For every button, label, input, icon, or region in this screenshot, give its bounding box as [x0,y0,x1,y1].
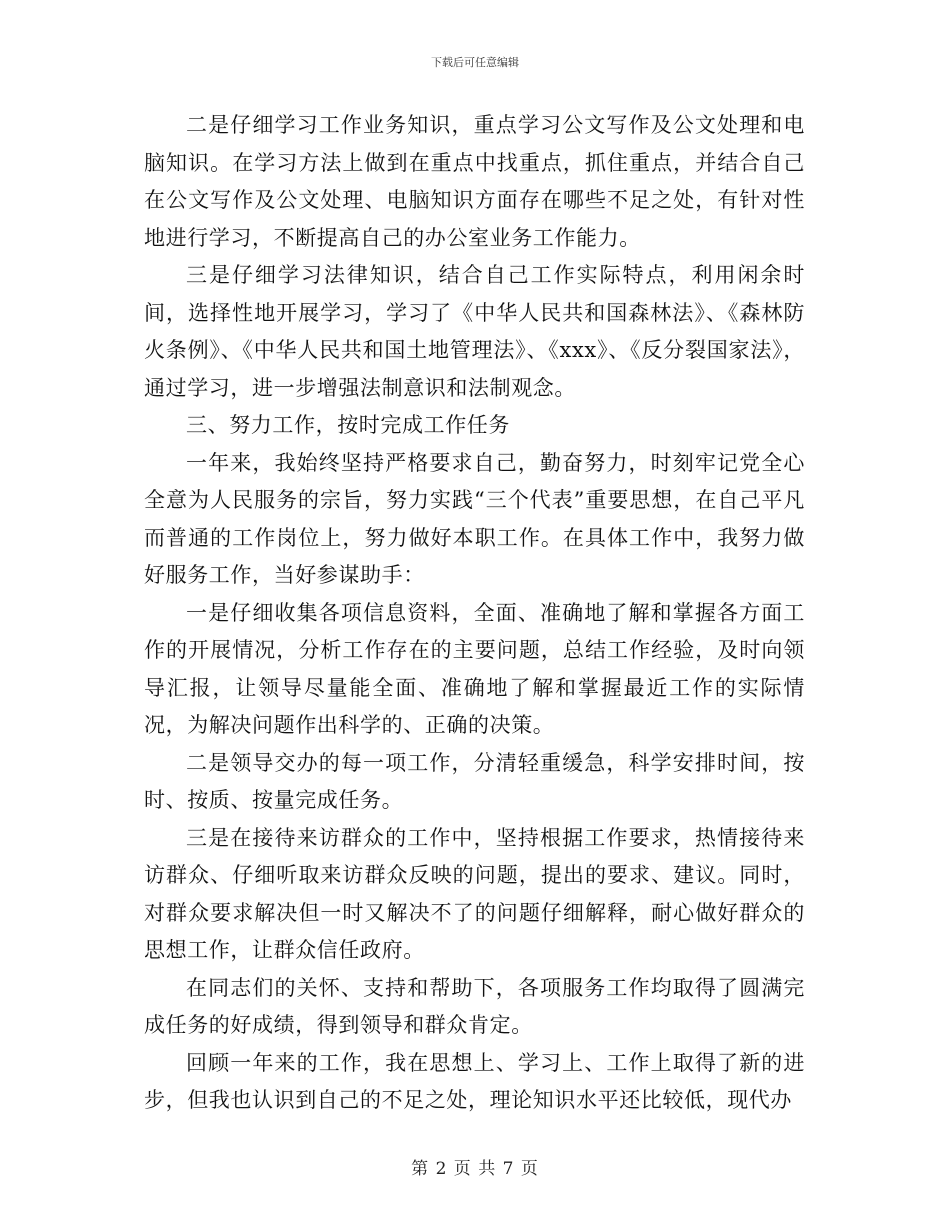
paragraph: 三是仔细学习法律知识，结合自己工作实际特点，利用闲余时间，选择性地开展学习，学习了《中华人民共和国森林法》、《森林防火条例》、《中华人民共和国土地管理法》、《xxx》、《反分裂国家法》，通过学习，进一步增强法制意识和法制观念。 [144,263,805,400]
section-heading: 三、努力工作，按时完成工作任务 [186,413,510,437]
page-footer: 第 2 页 共 7 页 [411,1159,539,1179]
paragraph: 二是仔细学习工作业务知识，重点学习公文写作及公文处理和电脑知识。在学习方法上做到在重点中找重点，抓住重点，并结合自己在公文写作及公文处理、电脑知识方面存在哪些不足之处，有针对性地进行学习，不断提高自己的办公室业务工作能力。 [144,113,805,250]
paragraph: 一年来，我始终坚持严格要求自己，勤奋努力，时刻牢记党全心全意为人民服务的宗旨，努力实践“三个代表”重要思想，在自己平凡而普通的工作岗位上，努力做好本职工作。在具体工作中，我努力做好服务工作，当好参谋助手： [144,450,805,587]
paragraph: 在同志们的关怀、支持和帮助下，各项服务工作均取得了圆满完成任务的好成绩，得到领导和群众肯定。 [144,975,805,1037]
page-header: 下载后可任意编辑 [431,56,519,69]
paragraph: 三是在接待来访群众的工作中，坚持根据工作要求，热情接待来访群众、仔细听取来访群众反映的问题，提出的要求、建议。同时，对群众要求解决但一时又解决不了的问题仔细解释，耐心做好群众的思想工作，让群众信任政府。 [144,825,805,962]
paragraph: 一是仔细收集各项信息资料，全面、准确地了解和掌握各方面工作的开展情况，分析工作存在的主要问题，总结工作经验，及时向领导汇报，让领导尽量能全面、准确地了解和掌握最近工作的实际情况，为解决问题作出科学的、正确的决策。 [144,600,805,737]
paragraph: 二是领导交办的每一项工作，分清轻重缓急，科学安排时间，按时、按质、按量完成任务。 [144,750,805,812]
document-body [144,107,805,1120]
paragraph: 回顾一年来的工作，我在思想上、学习上、工作上取得了新的进步，但我也认识到自己的不足之处，理论知识水平还比较低，现代办 [144,1050,805,1112]
